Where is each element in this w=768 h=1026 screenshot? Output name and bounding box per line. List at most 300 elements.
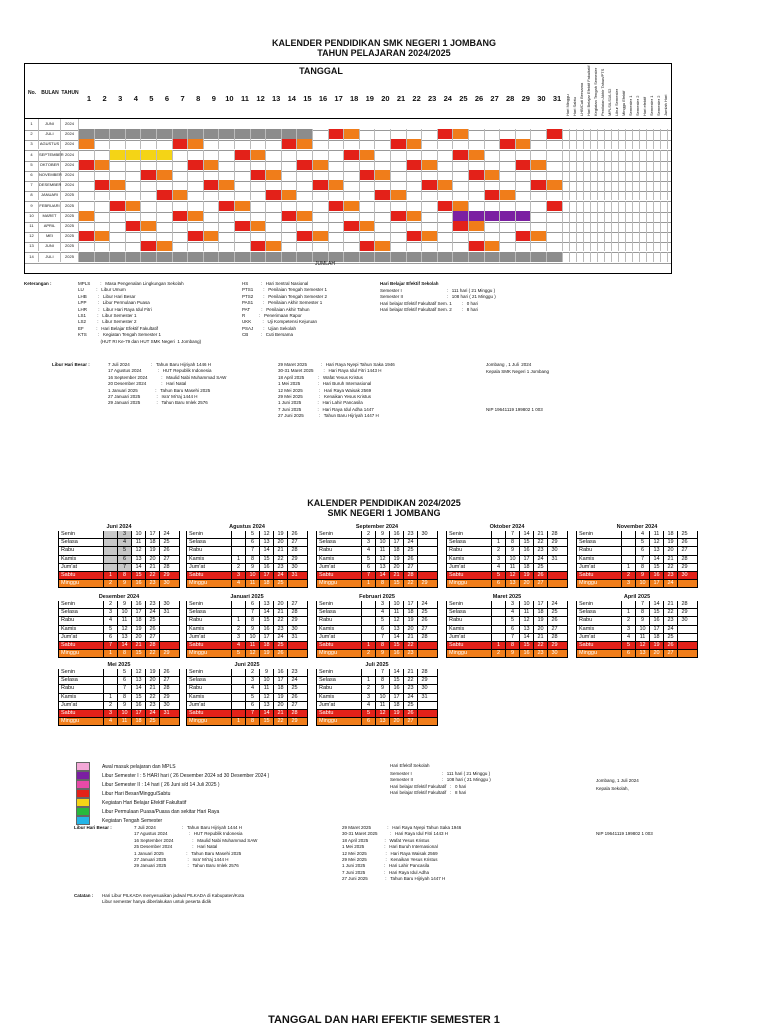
- mini-calendar-row: [58, 617, 180, 625]
- summary-cell: [654, 201, 661, 211]
- summary-col-header: Kegiatan Tengah Semester: [593, 67, 598, 116]
- mini-day-label: Senin: [189, 669, 204, 675]
- mini-date-cell: 5: [361, 556, 375, 563]
- mini-date-cell: 20: [145, 556, 159, 563]
- row-no: 5: [25, 160, 39, 170]
- day-cell: [266, 180, 282, 190]
- day-cell: [282, 160, 298, 170]
- mini-date-cell: 17: [533, 601, 547, 608]
- summary-cell: [647, 190, 654, 200]
- mini-date-cell: 8: [375, 642, 389, 649]
- row-no: 2: [25, 129, 39, 139]
- summary-cell: [605, 139, 612, 149]
- mini-calendar-title: April 2025: [623, 594, 651, 600]
- mini-date-cell: 13: [131, 556, 145, 563]
- mini-date-cell: 6: [361, 564, 375, 571]
- day-cell: [297, 221, 313, 231]
- mini-date-cell: 21: [403, 669, 417, 676]
- mini-date-cell: 7: [635, 601, 649, 608]
- summary-cell: [591, 160, 598, 170]
- doc2-libur-label: Libur Hari Besar :: [74, 825, 112, 830]
- day-cell: [360, 150, 376, 160]
- mini-date-cell: 6: [245, 539, 259, 546]
- mini-date-cell: 12: [505, 572, 519, 579]
- mini-date-cell: 1: [491, 539, 505, 546]
- day-cell: [157, 180, 173, 190]
- day-cell: [95, 170, 111, 180]
- mini-date-cell: 29: [417, 580, 431, 587]
- day-number: 18: [350, 94, 359, 103]
- mini-date-cell: 30: [677, 572, 691, 579]
- mini-calendar: [186, 594, 308, 658]
- day-cell: [141, 190, 157, 200]
- day-cell: [391, 211, 407, 221]
- mini-date-cell: 11: [245, 642, 259, 649]
- mini-calendar-row: [446, 650, 568, 658]
- summary-cell: [570, 201, 577, 211]
- mini-date-cell: [677, 642, 691, 649]
- mini-day-label: Selasa: [189, 539, 206, 546]
- summary-cell: [577, 231, 584, 241]
- mini-date-cell: 10: [375, 694, 389, 701]
- mini-calendar-row: [576, 601, 698, 609]
- holidays-right: 29 Maret 2025 : Hari Raya Nyepi Tahun Saka 1946 30-31 Maret 2025 : Hari Raya Idul Fitri 1443 H 18 April 2025 : Wafat Yesus Kristus 1 Mei 2025 : Hari Buruh Internasional 12 Mei 2025 : Hari Raya Waisak 2569 29 Mei 2025 : Kenaikan Yesus Kristus 1 Juni 2025 : Hari Lahir Pancasila 7 Juni 2025 : Hari Raya Idul Adha 1447 27 Juni 2025 : Tahun Baru Hijriyah 1447 H: [278, 362, 395, 419]
- day-cell: [141, 252, 157, 262]
- day-cell: [422, 180, 438, 190]
- day-cell: [297, 211, 313, 221]
- mini-date-cell: 26: [287, 694, 301, 701]
- summary-cell: [626, 160, 633, 170]
- row-bulan: JUNI: [39, 241, 61, 251]
- mini-date-cell: 10: [131, 531, 145, 538]
- mini-date-cell: 1: [103, 650, 117, 657]
- row-tahun: 2025: [61, 211, 79, 221]
- doc2-heb-title: Hari Efektif Sekolah: [390, 763, 430, 768]
- day-cell: [422, 139, 438, 149]
- day-cell: [500, 221, 516, 231]
- day-cell: [329, 221, 345, 231]
- row-no: 10: [25, 211, 39, 221]
- mini-day-label: Rabu: [319, 617, 333, 624]
- mini-calendar-row: [58, 650, 180, 658]
- day-cell: [95, 211, 111, 221]
- row-no: 12: [25, 231, 39, 241]
- col-no: No.: [27, 90, 37, 96]
- mini-day-label: Sabtu: [449, 641, 464, 648]
- mini-date-cell: 14: [649, 556, 663, 563]
- day-cell: [297, 201, 313, 211]
- day-cell: [235, 160, 251, 170]
- summary-cell: [563, 170, 570, 180]
- day-cell: [438, 211, 454, 221]
- mini-day-label: Minggu: [61, 580, 80, 587]
- mini-date-cell: 2: [361, 685, 375, 692]
- mini-day-label: Rabu: [319, 547, 333, 554]
- day-cell: [344, 180, 360, 190]
- mini-date-cell: 26: [417, 617, 431, 624]
- summary-cell: [605, 170, 612, 180]
- mini-date-cell: 4: [117, 539, 131, 546]
- mini-calendar: [316, 662, 438, 726]
- day-cell: [219, 221, 235, 231]
- day-cell: [141, 221, 157, 231]
- mini-day-label: Senin: [579, 601, 594, 607]
- day-cell: [266, 211, 282, 221]
- mini-date-cell: [287, 642, 301, 649]
- row-tahun: 2024: [61, 119, 79, 129]
- summary-cell: [605, 201, 612, 211]
- day-cell: [500, 170, 516, 180]
- day-number: 17: [334, 94, 343, 103]
- mini-day-label: Minggu: [449, 650, 468, 657]
- mini-calendar-row: [446, 531, 568, 539]
- summary-cell: [570, 150, 577, 160]
- mini-date-cell: 19: [519, 572, 533, 579]
- summary-cell: [612, 139, 619, 149]
- day-cell: [235, 231, 251, 241]
- mini-date-cell: 10: [245, 634, 259, 641]
- mini-date-cell: 1: [231, 718, 245, 725]
- summary-cell: [584, 139, 591, 149]
- day-cell: [407, 139, 423, 149]
- mini-calendar-row: [316, 601, 438, 609]
- mini-calendar-row: [186, 694, 308, 702]
- day-cell: [547, 241, 563, 251]
- day-cell: [188, 170, 204, 180]
- day-cell: [485, 160, 501, 170]
- day-cell: [204, 211, 220, 221]
- mini-calendar-row: [576, 626, 698, 634]
- summary-cell: [598, 150, 605, 160]
- mini-date-cell: 13: [375, 564, 389, 571]
- mini-calendar-row: [58, 547, 180, 555]
- summary-cell: [619, 241, 626, 251]
- mini-date-cell: 21: [403, 634, 417, 641]
- summary-cell: [591, 129, 598, 139]
- mini-date-cell: 26: [547, 617, 561, 624]
- mini-calendar-row: [186, 531, 308, 539]
- day-cell: [422, 241, 438, 251]
- mini-date-cell: 13: [649, 547, 663, 554]
- day-cell: [500, 231, 516, 241]
- mini-day-label: Rabu: [319, 685, 333, 692]
- mini-calendar-row: [316, 634, 438, 642]
- mini-date-cell: [417, 556, 431, 563]
- mini-date-cell: 18: [403, 609, 417, 616]
- row-no: 11: [25, 221, 39, 231]
- summary-cell: [598, 201, 605, 211]
- summary-cell: [647, 129, 654, 139]
- day-cell: [453, 160, 469, 170]
- day-cell: [469, 139, 485, 149]
- legend-swatch: [76, 807, 90, 816]
- day-number: 15: [303, 94, 312, 103]
- mini-date-cell: 4: [375, 609, 389, 616]
- row-bulan: MEI: [39, 231, 61, 241]
- summary-cell: [654, 231, 661, 241]
- day-cell: [282, 231, 298, 241]
- mini-date-cell: [417, 539, 431, 546]
- mini-day-label: Sabtu: [449, 571, 464, 578]
- summary-cell: [563, 160, 570, 170]
- day-cell: [422, 170, 438, 180]
- mini-date-cell: 22: [145, 650, 159, 657]
- mini-date-cell: 25: [663, 634, 677, 641]
- day-cell: [219, 231, 235, 241]
- mini-day-label: Jum'at: [189, 633, 206, 640]
- mini-date-cell: [361, 601, 375, 608]
- day-cell: [344, 139, 360, 149]
- summary-cell: [654, 190, 661, 200]
- mini-date-cell: [547, 572, 561, 579]
- mini-calendar-row: [576, 539, 698, 547]
- mini-calendar: [446, 524, 568, 588]
- day-cell: [313, 150, 329, 160]
- day-cell: [360, 252, 376, 262]
- mini-date-cell: 28: [287, 609, 301, 616]
- day-number: 13: [272, 94, 281, 103]
- mini-date-cell: 28: [547, 531, 561, 538]
- mini-date-cell: 3: [375, 601, 389, 608]
- mini-date-cell: 30: [159, 580, 173, 587]
- summary-cell: [598, 190, 605, 200]
- mini-date-cell: 26: [533, 572, 547, 579]
- mini-date-cell: 21: [663, 556, 677, 563]
- tanggal-header: TANGGAL: [299, 66, 343, 76]
- mini-date-cell: 17: [259, 572, 273, 579]
- day-cell: [251, 201, 267, 211]
- day-cell: [344, 160, 360, 170]
- day-cell: [438, 190, 454, 200]
- mini-date-cell: 31: [547, 556, 561, 563]
- summary-cell: [563, 139, 570, 149]
- summary-cell: [563, 252, 570, 262]
- summary-cell: [619, 160, 626, 170]
- row-bulan: DESEMBER: [39, 180, 61, 190]
- day-cell: [251, 190, 267, 200]
- mini-date-cell: 24: [403, 694, 417, 701]
- mini-date-cell: 7: [245, 710, 259, 717]
- mini-calendar-row: [576, 642, 698, 650]
- mini-calendar-row: [316, 572, 438, 580]
- summary-cell: [619, 211, 626, 221]
- day-cell: [282, 221, 298, 231]
- mini-day-label: Kamis: [449, 625, 465, 632]
- row-tahun: 2025: [61, 221, 79, 231]
- mini-date-cell: 5: [103, 626, 117, 633]
- day-cell: [141, 139, 157, 149]
- day-cell: [297, 150, 313, 160]
- mini-date-cell: 30: [547, 547, 561, 554]
- day-number: 31: [552, 94, 562, 103]
- day-cell: [500, 241, 516, 251]
- day-cell: [141, 231, 157, 241]
- mini-date-cell: [677, 634, 691, 641]
- mini-date-cell: 19: [145, 669, 159, 676]
- mini-date-cell: 15: [649, 609, 663, 616]
- mini-date-cell: 11: [245, 580, 259, 587]
- summary-cell: [605, 252, 612, 262]
- mini-date-cell: 23: [663, 572, 677, 579]
- day-cell: [157, 231, 173, 241]
- mini-date-cell: 24: [273, 634, 287, 641]
- mini-date-cell: 4: [491, 564, 505, 571]
- mini-date-cell: 30: [677, 617, 691, 624]
- day-cell: [126, 252, 142, 262]
- mini-day-label: Kamis: [449, 555, 465, 562]
- mini-date-cell: [621, 556, 635, 563]
- mini-date-cell: [231, 685, 245, 692]
- mini-calendar-title: Januari 2025: [230, 594, 264, 600]
- mini-date-cell: 27: [417, 626, 431, 633]
- summary-cell: [605, 150, 612, 160]
- mini-date-cell: 22: [273, 718, 287, 725]
- mini-day-label: Selasa: [579, 539, 596, 546]
- day-cell: [266, 150, 282, 160]
- summary-col-header: Hari efektif: [642, 96, 647, 116]
- mini-date-cell: 23: [403, 685, 417, 692]
- day-cell: [485, 221, 501, 231]
- mini-calendar-row: [316, 718, 438, 726]
- mini-date-cell: 5: [635, 539, 649, 546]
- mini-calendar-title: Mei 2025: [107, 662, 131, 668]
- mini-date-cell: 19: [273, 531, 287, 538]
- mini-day-label: Jum'at: [319, 633, 336, 640]
- mini-date-cell: [491, 626, 505, 633]
- day-cell: [485, 129, 501, 139]
- mini-date-cell: [103, 556, 117, 563]
- day-cell: [516, 201, 532, 211]
- summary-cell: [584, 241, 591, 251]
- mini-date-cell: 4: [361, 547, 375, 554]
- mini-date-cell: 4: [505, 609, 519, 616]
- day-cell: [157, 221, 173, 231]
- mini-date-cell: 12: [259, 531, 273, 538]
- day-cell: [407, 221, 423, 231]
- mini-date-cell: 5: [117, 547, 131, 554]
- summary-cell: [640, 190, 647, 200]
- day-cell: [547, 190, 563, 200]
- mini-date-cell: 2: [103, 580, 117, 587]
- summary-cell: [584, 160, 591, 170]
- day-cell: [141, 201, 157, 211]
- mini-date-cell: [231, 694, 245, 701]
- mini-calendar-row: [316, 617, 438, 625]
- mini-date-cell: 22: [403, 642, 417, 649]
- day-cell: [79, 221, 95, 231]
- mini-date-cell: 17: [389, 694, 403, 701]
- day-cell: [266, 190, 282, 200]
- row-bulan: APRIL: [39, 221, 61, 231]
- summary-cell: [619, 201, 626, 211]
- mini-date-cell: 9: [635, 572, 649, 579]
- day-cell: [485, 231, 501, 241]
- mini-date-cell: 30: [287, 626, 301, 633]
- legend-item: [76, 816, 269, 825]
- summary-cell: [591, 231, 598, 241]
- day-cell: [485, 201, 501, 211]
- mini-date-cell: 1: [361, 677, 375, 684]
- day-cell: [329, 150, 345, 160]
- summary-cell: [647, 180, 654, 190]
- day-cell: [469, 221, 485, 231]
- summary-cell: [570, 180, 577, 190]
- mini-calendar-row: [186, 601, 308, 609]
- summary-cell: [605, 231, 612, 241]
- mini-date-cell: 11: [635, 634, 649, 641]
- summary-cell: [605, 129, 612, 139]
- day-cell: [141, 170, 157, 180]
- day-cell: [391, 170, 407, 180]
- doc2-holidays-right: 29 Maret 2025 : Hari Raya Nyepi Tahun Saka 1946 30-31 Maret 2025 : Hari Raya Idul Fitri 1443 H 18 April 2025 : Wafat Yesus Kristus 1 Mei 2025 : Hari Buruh Internasional 12 Mei 2025 : Hari Raya Waisak 2569 29 Mei 2025 : Kenaikan Yesus Kristus 1 Juni 2025 : Hari Lahir Pancasila 7 Juni 2025 : Hari Raya Idul Adha 27 Juni 2025 : Tahun Baru Hijriyah 1447 H: [342, 825, 462, 882]
- mini-date-cell: [159, 718, 173, 725]
- summary-col-header: Libur Semester: [614, 88, 619, 116]
- day-cell: [235, 211, 251, 221]
- mini-calendar-row: [58, 580, 180, 588]
- summary-cell: [654, 221, 661, 231]
- day-cell: [126, 221, 142, 231]
- mini-calendar-row: [58, 626, 180, 634]
- day-cell: [95, 129, 111, 139]
- day-cell: [516, 190, 532, 200]
- day-cell: [282, 241, 298, 251]
- mini-calendar-row: [58, 634, 180, 642]
- mini-day-label: Jum'at: [61, 633, 78, 640]
- mini-date-cell: 5: [621, 642, 635, 649]
- day-cell: [438, 201, 454, 211]
- day-cell: [547, 160, 563, 170]
- day-cell: [375, 170, 391, 180]
- mini-date-cell: 16: [519, 650, 533, 657]
- mini-day-label: Selasa: [61, 677, 78, 684]
- mini-date-cell: 4: [103, 718, 117, 725]
- day-cell: [188, 201, 204, 211]
- mini-date-cell: 29: [677, 564, 691, 571]
- day-cell: [266, 139, 282, 149]
- day-cell: [500, 160, 516, 170]
- day-cell: [313, 211, 329, 221]
- day-number: 3: [118, 94, 123, 103]
- summary-cell: [591, 190, 598, 200]
- row-tahun: 2024: [61, 160, 79, 170]
- summary-cell: [661, 129, 668, 139]
- day-cell: [79, 180, 95, 190]
- day-cell: [453, 150, 469, 160]
- summary-cell: [577, 180, 584, 190]
- day-cell: [251, 150, 267, 160]
- day-cell: [344, 150, 360, 160]
- mini-date-cell: 19: [649, 642, 663, 649]
- summary-cell: [654, 129, 661, 139]
- mini-day-label: Selasa: [189, 677, 206, 684]
- mini-date-cell: [417, 702, 431, 709]
- summary-cell: [591, 241, 598, 251]
- day-cell: [173, 231, 189, 241]
- mini-date-cell: [103, 539, 117, 546]
- mini-calendar-row: [186, 634, 308, 642]
- mini-date-cell: 28: [287, 710, 301, 717]
- mini-date-cell: [677, 580, 691, 587]
- day-cell: [188, 180, 204, 190]
- mini-date-cell: 6: [361, 718, 375, 725]
- day-cell: [297, 231, 313, 241]
- mini-date-cell: 29: [287, 718, 301, 725]
- mini-date-cell: 18: [389, 702, 403, 709]
- day-cell: [422, 190, 438, 200]
- summary-cell: [563, 190, 570, 200]
- mini-date-cell: 6: [505, 626, 519, 633]
- mini-date-cell: 27: [403, 564, 417, 571]
